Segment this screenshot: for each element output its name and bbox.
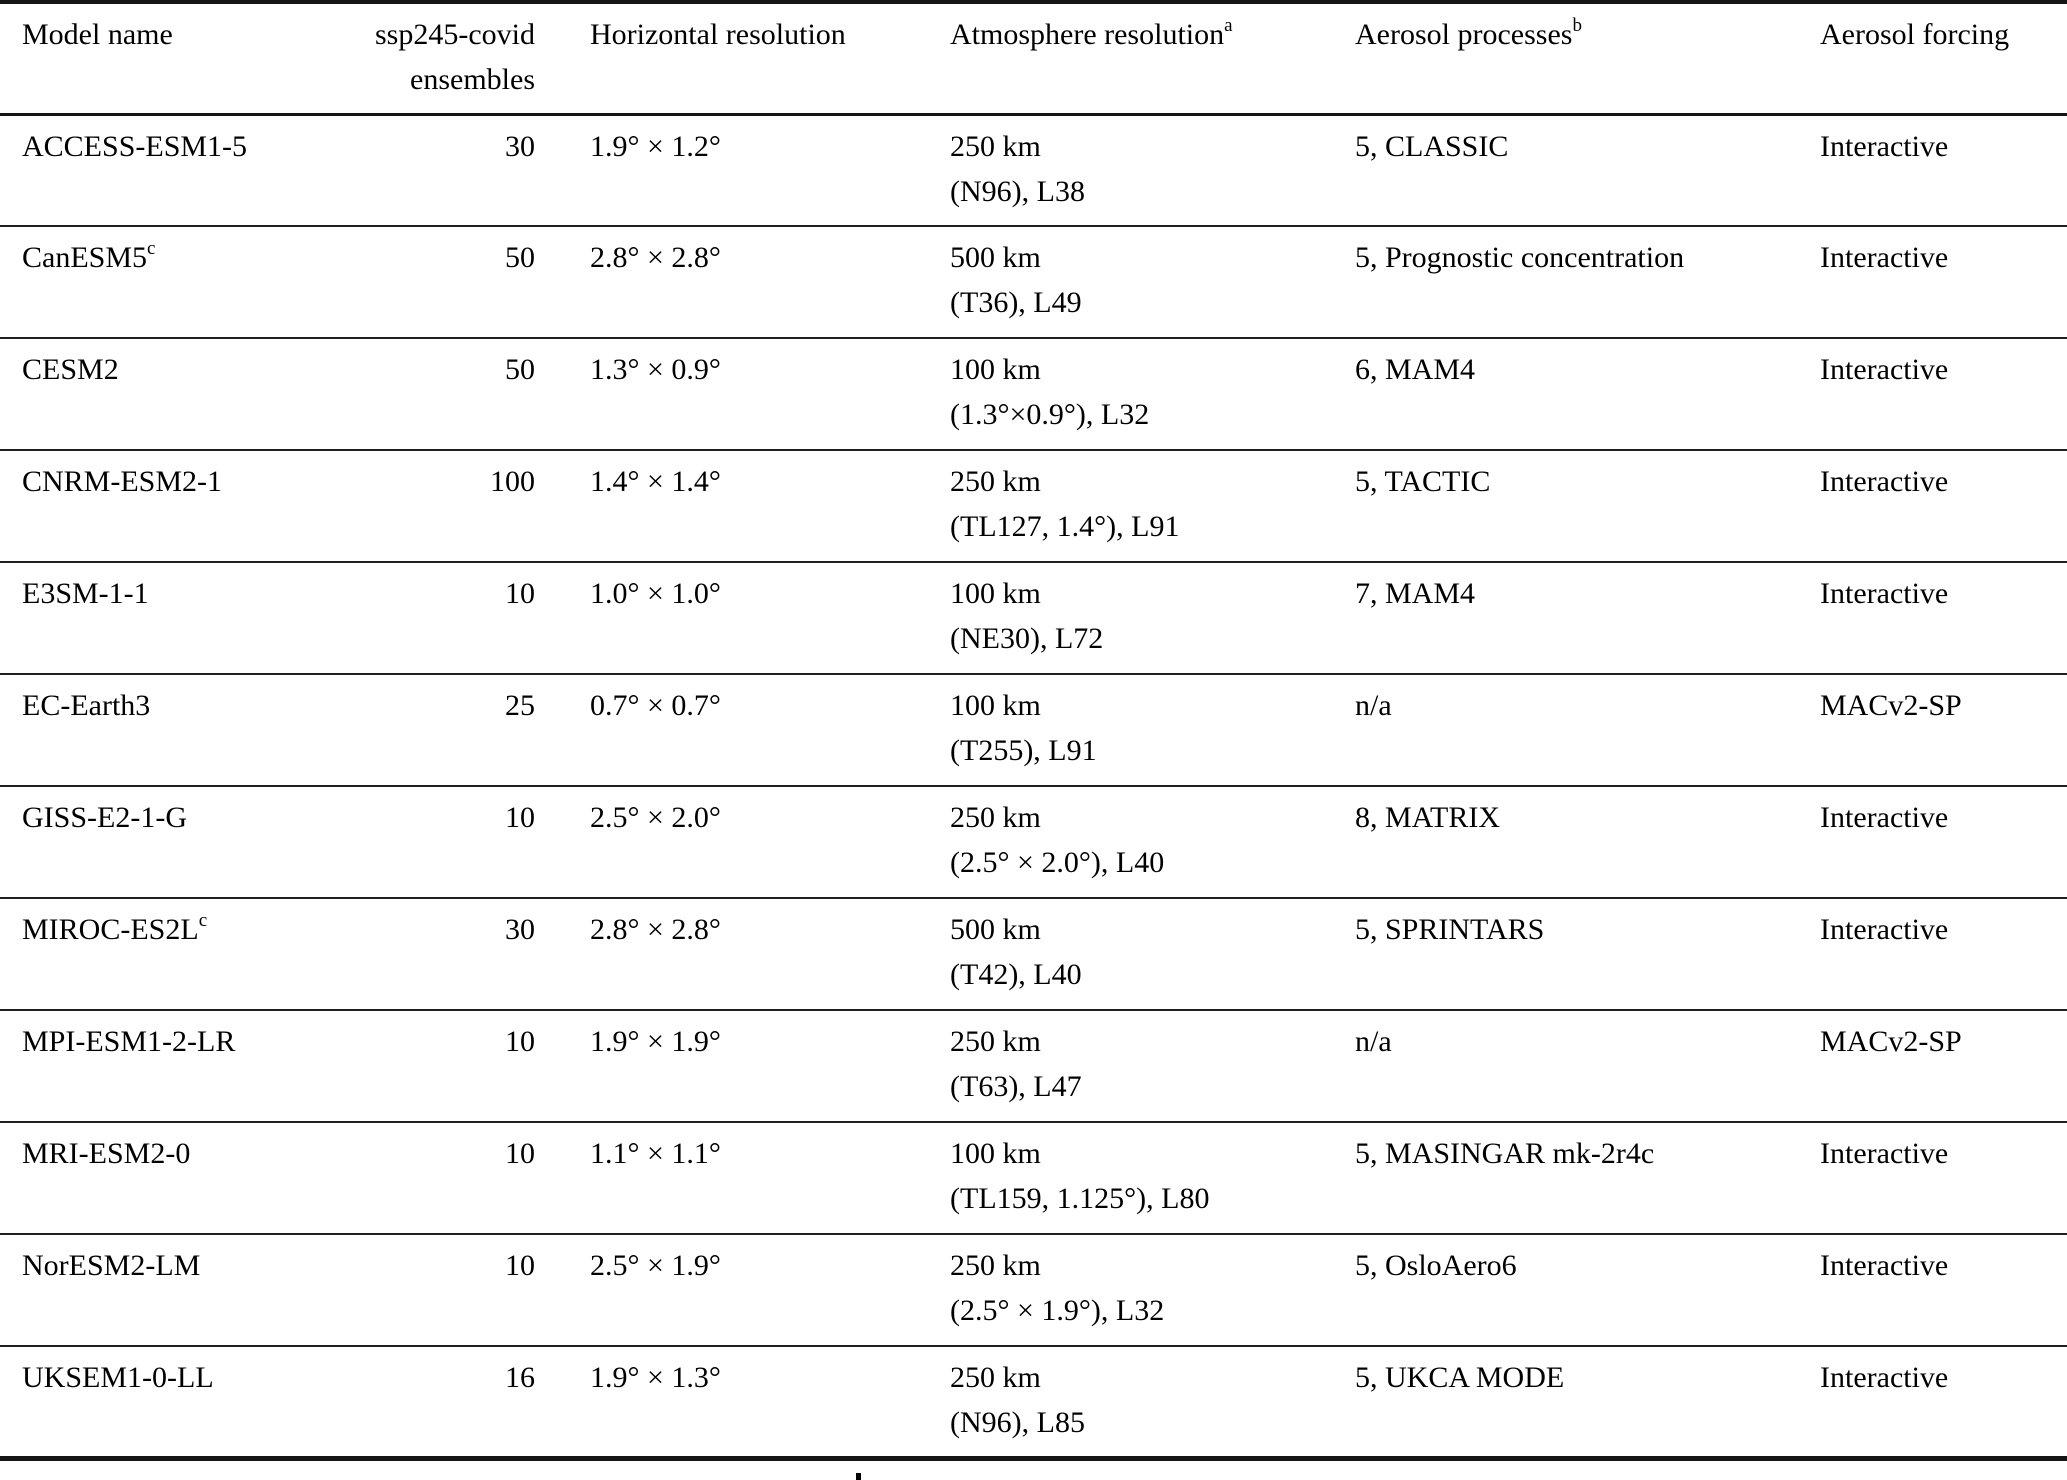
model-name-cell (0, 786, 340, 898)
ensembles-cell (340, 674, 535, 786)
model-name: ACCESS-ESM1-5 (22, 129, 248, 163)
model-name: GISS-E2-1-G (22, 801, 187, 834)
aerosol-forcing: Interactive (1820, 1137, 1949, 1170)
table-row (0, 226, 2067, 338)
col-header-atmosphere-resolution (950, 2, 1355, 114)
aerosol-processes: 5, SPRINTARS (1355, 913, 1545, 946)
aerosol-processes-cell (1355, 338, 1820, 450)
aerosol-processes: n/a (1355, 689, 1392, 722)
horizontal-resolution-cell (535, 1010, 950, 1122)
ensembles-cell (340, 898, 535, 1010)
aerosol-forcing: MACv2-SP (1820, 1025, 1962, 1058)
ensembles-count: 30 (505, 913, 535, 946)
horizontal-resolution-cell (535, 114, 950, 226)
atmosphere-resolution-cell (950, 226, 1355, 338)
model-name-cell (0, 1346, 340, 1458)
horizontal-resolution: 1.9° × 1.2° (590, 129, 721, 163)
atmosphere-resolution-line2: (2.5° × 1.9°), L32 (950, 1294, 1165, 1327)
model-name: MRI-ESM2-0 (22, 1137, 191, 1170)
table-row (0, 1234, 2067, 1346)
atmosphere-resolution-line2: (T36), L49 (950, 286, 1082, 319)
horizontal-resolution-cell (535, 898, 950, 1010)
model-name-cell (0, 562, 340, 674)
aerosol-forcing: MACv2-SP (1820, 689, 1962, 722)
col-header-model-name (0, 2, 340, 114)
aerosol-processes-cell (1355, 226, 1820, 338)
aerosol-forcing: Interactive (1820, 1249, 1949, 1282)
horizontal-resolution-cell (535, 1122, 950, 1234)
aerosol-processes: 5, OsloAero6 (1355, 1249, 1517, 1282)
aerosol-forcing-cell (1820, 338, 2067, 450)
header-label: Atmosphere resolution (950, 18, 1225, 51)
aerosol-processes-cell (1355, 1010, 1820, 1122)
table-row (0, 1346, 2067, 1458)
ensembles-cell (340, 1346, 535, 1458)
model-name-cell (0, 450, 340, 562)
horizontal-resolution: 1.3° × 0.9° (590, 353, 721, 386)
aerosol-processes-cell (1355, 1234, 1820, 1346)
aerosol-forcing: Interactive (1820, 465, 1949, 498)
aerosol-forcing: Interactive (1820, 1361, 1949, 1394)
aerosol-processes-cell (1355, 898, 1820, 1010)
aerosol-processes: 6, MAM4 (1355, 353, 1476, 386)
ensembles-cell (340, 786, 535, 898)
aerosol-forcing: Interactive (1820, 353, 1949, 386)
ensembles-count: 10 (505, 1137, 535, 1170)
aerosol-forcing-cell (1820, 562, 2067, 674)
model-name: MPI-ESM1-2-LR (22, 1025, 236, 1058)
atmosphere-resolution-line1: 100 km (950, 689, 1041, 722)
ensembles-count: 25 (505, 689, 535, 722)
aerosol-forcing: Interactive (1820, 801, 1949, 834)
model-name: CNRM-ESM2-1 (22, 465, 223, 498)
atmosphere-resolution-line2: (NE30), L72 (950, 622, 1104, 655)
model-name: UKSEM1-0-LL (22, 1361, 214, 1394)
ensembles-count: 10 (505, 801, 535, 834)
ensembles-cell (340, 450, 535, 562)
horizontal-resolution: 2.8° × 2.8° (590, 241, 721, 274)
atmosphere-resolution-line1: 250 km (950, 801, 1041, 834)
ensembles-count: 16 (505, 1361, 535, 1394)
model-name: E3SM-1-1 (22, 577, 149, 610)
aerosol-forcing-cell (1820, 674, 2067, 786)
table-row (0, 674, 2067, 786)
ensembles-cell (340, 114, 535, 226)
atmosphere-resolution-line1: 500 km (950, 241, 1041, 274)
model-name-cell (0, 1010, 340, 1122)
atmosphere-resolution-line2: (T42), L40 (950, 958, 1082, 991)
aerosol-forcing: Interactive (1820, 913, 1949, 946)
aerosol-processes-cell (1355, 786, 1820, 898)
table-row (0, 898, 2067, 1010)
ensembles-cell (340, 1234, 535, 1346)
horizontal-resolution-cell (535, 562, 950, 674)
aerosol-forcing-cell (1820, 1346, 2067, 1458)
horizontal-resolution: 1.9° × 1.9° (590, 1025, 721, 1058)
horizontal-resolution: 2.8° × 2.8° (590, 913, 721, 946)
model-name: MIROC-ES2L (22, 913, 199, 946)
aerosol-forcing: Interactive (1820, 129, 1949, 163)
header-label: Model name (22, 18, 173, 51)
aerosol-forcing-cell (1820, 450, 2067, 562)
aerosol-processes: 5, MASINGAR mk-2r4c (1355, 1137, 1655, 1170)
table-row (0, 338, 2067, 450)
horizontal-resolution-cell (535, 226, 950, 338)
aerosol-processes: n/a (1355, 1025, 1392, 1058)
atmosphere-resolution-line2: (N96), L85 (950, 1406, 1085, 1439)
atmosphere-resolution-line1: 250 km (950, 1361, 1041, 1394)
ensembles-cell (340, 1010, 535, 1122)
horizontal-resolution: 0.7° × 0.7° (590, 689, 721, 722)
horizontal-resolution-cell (535, 674, 950, 786)
atmosphere-resolution-cell (950, 786, 1355, 898)
atmosphere-resolution-line1: 100 km (950, 353, 1041, 386)
col-header-aerosol-forcing (1820, 2, 2067, 114)
atmosphere-resolution-line1: 100 km (950, 577, 1041, 610)
horizontal-resolution: 1.0° × 1.0° (590, 577, 721, 610)
model-name-cell (0, 898, 340, 1010)
aerosol-processes: 5, TACTIC (1355, 465, 1491, 498)
col-header-horizontal-resolution (535, 2, 950, 114)
atmosphere-resolution-line2: (2.5° × 2.0°), L40 (950, 846, 1165, 879)
header-label: ssp245-covid ensembles (375, 18, 535, 96)
atmosphere-resolution-line2: (TL159, 1.125°), L80 (950, 1182, 1210, 1215)
atmosphere-resolution-line2: (T63), L47 (950, 1070, 1082, 1103)
aerosol-forcing-cell (1820, 1234, 2067, 1346)
ensembles-cell (340, 226, 535, 338)
table-row (0, 562, 2067, 674)
aerosol-processes-cell (1355, 674, 1820, 786)
col-header-ensembles (340, 2, 535, 114)
footnote-marker-c: c (198, 910, 208, 931)
ensembles-cell (340, 1122, 535, 1234)
horizontal-resolution: 2.5° × 1.9° (590, 1249, 721, 1282)
cutoff-footnote-fragment (856, 1473, 861, 1480)
table-row (0, 1010, 2067, 1122)
atmosphere-resolution-line1: 250 km (950, 1025, 1041, 1058)
aerosol-forcing-cell (1820, 226, 2067, 338)
model-name-cell (0, 1234, 340, 1346)
model-name: CESM2 (22, 353, 119, 386)
horizontal-resolution-cell (535, 1346, 950, 1458)
footnote-marker-b: b (1572, 15, 1582, 36)
horizontal-resolution-cell (535, 786, 950, 898)
horizontal-resolution-cell (535, 338, 950, 450)
aerosol-forcing: Interactive (1820, 577, 1949, 610)
aerosol-forcing-cell (1820, 114, 2067, 226)
aerosol-processes: 5, CLASSIC (1355, 129, 1509, 163)
atmosphere-resolution-line1: 250 km (950, 1249, 1041, 1282)
aerosol-processes-cell (1355, 114, 1820, 226)
atmosphere-resolution-line2: (N96), L38 (950, 174, 1085, 208)
atmosphere-resolution-line2: (TL127, 1.4°), L91 (950, 510, 1180, 543)
footnote-marker-c: c (147, 238, 156, 259)
horizontal-resolution: 2.5° × 2.0° (590, 801, 721, 834)
model-name: CanESM5 (22, 241, 148, 274)
aerosol-processes-cell (1355, 562, 1820, 674)
ensembles-cell (340, 338, 535, 450)
table-header (0, 2, 2067, 114)
atmosphere-resolution-line1: 250 km (950, 129, 1041, 163)
col-header-aerosol-processes (1355, 2, 1820, 114)
horizontal-resolution: 1.1° × 1.1° (590, 1137, 721, 1170)
atmosphere-resolution-cell (950, 338, 1355, 450)
header-row (0, 2, 2067, 114)
aerosol-forcing-cell (1820, 898, 2067, 1010)
aerosol-processes-cell (1355, 1346, 1820, 1458)
ensembles-count: 30 (505, 129, 535, 163)
horizontal-resolution: 1.4° × 1.4° (590, 465, 721, 498)
header-label: Horizontal resolution (590, 18, 846, 51)
aerosol-processes-cell (1355, 1122, 1820, 1234)
table-row (0, 450, 2067, 562)
atmosphere-resolution-cell (950, 1234, 1355, 1346)
ensembles-count: 10 (505, 577, 535, 610)
horizontal-resolution-cell (535, 1234, 950, 1346)
ensembles-count: 100 (490, 465, 535, 498)
aerosol-processes: 5, Prognostic concentration (1355, 241, 1685, 274)
atmosphere-resolution-line1: 100 km (950, 1137, 1041, 1170)
model-name-cell (0, 1122, 340, 1234)
aerosol-processes: 8, MATRIX (1355, 801, 1501, 834)
ensembles-count: 10 (505, 1025, 535, 1058)
aerosol-forcing-cell (1820, 1010, 2067, 1122)
table-row (0, 114, 2067, 226)
model-name-cell (0, 114, 340, 226)
ensembles-count: 50 (505, 241, 535, 274)
atmosphere-resolution-line1: 250 km (950, 465, 1041, 498)
atmosphere-resolution-cell (950, 1346, 1355, 1458)
aerosol-forcing-cell (1820, 786, 2067, 898)
atmosphere-resolution-line1: 500 km (950, 913, 1041, 946)
table-row (0, 786, 2067, 898)
atmosphere-resolution-cell (950, 114, 1355, 226)
footnote-marker-a: a (1224, 15, 1233, 36)
model-name-cell (0, 338, 340, 450)
aerosol-forcing-cell (1820, 1122, 2067, 1234)
aerosol-forcing: Interactive (1820, 241, 1949, 274)
aerosol-processes: 5, UKCA MODE (1355, 1361, 1565, 1394)
atmosphere-resolution-cell (950, 674, 1355, 786)
model-name-cell (0, 226, 340, 338)
ensembles-cell (340, 562, 535, 674)
model-name-cell (0, 674, 340, 786)
atmosphere-resolution-cell (950, 450, 1355, 562)
atmosphere-resolution-cell (950, 1122, 1355, 1234)
header-label: Aerosol forcing (1820, 18, 2010, 51)
ensembles-count: 10 (505, 1249, 535, 1282)
table-row (0, 1122, 2067, 1234)
horizontal-resolution: 1.9° × 1.3° (590, 1361, 721, 1394)
horizontal-resolution-cell (535, 450, 950, 562)
atmosphere-resolution-cell (950, 562, 1355, 674)
model-name: EC-Earth3 (22, 689, 151, 722)
atmosphere-resolution-line2: (T255), L91 (950, 734, 1097, 767)
atmosphere-resolution-line2: (1.3°×0.9°), L32 (950, 398, 1150, 431)
model-name: NorESM2-LM (22, 1249, 201, 1282)
header-label: Aerosol processes (1355, 18, 1573, 51)
table-body (0, 114, 2067, 1458)
atmosphere-resolution-cell (950, 898, 1355, 1010)
aerosol-processes: 7, MAM4 (1355, 577, 1476, 610)
ensembles-count: 50 (505, 353, 535, 386)
aerosol-processes-cell (1355, 450, 1820, 562)
atmosphere-resolution-cell (950, 1010, 1355, 1122)
